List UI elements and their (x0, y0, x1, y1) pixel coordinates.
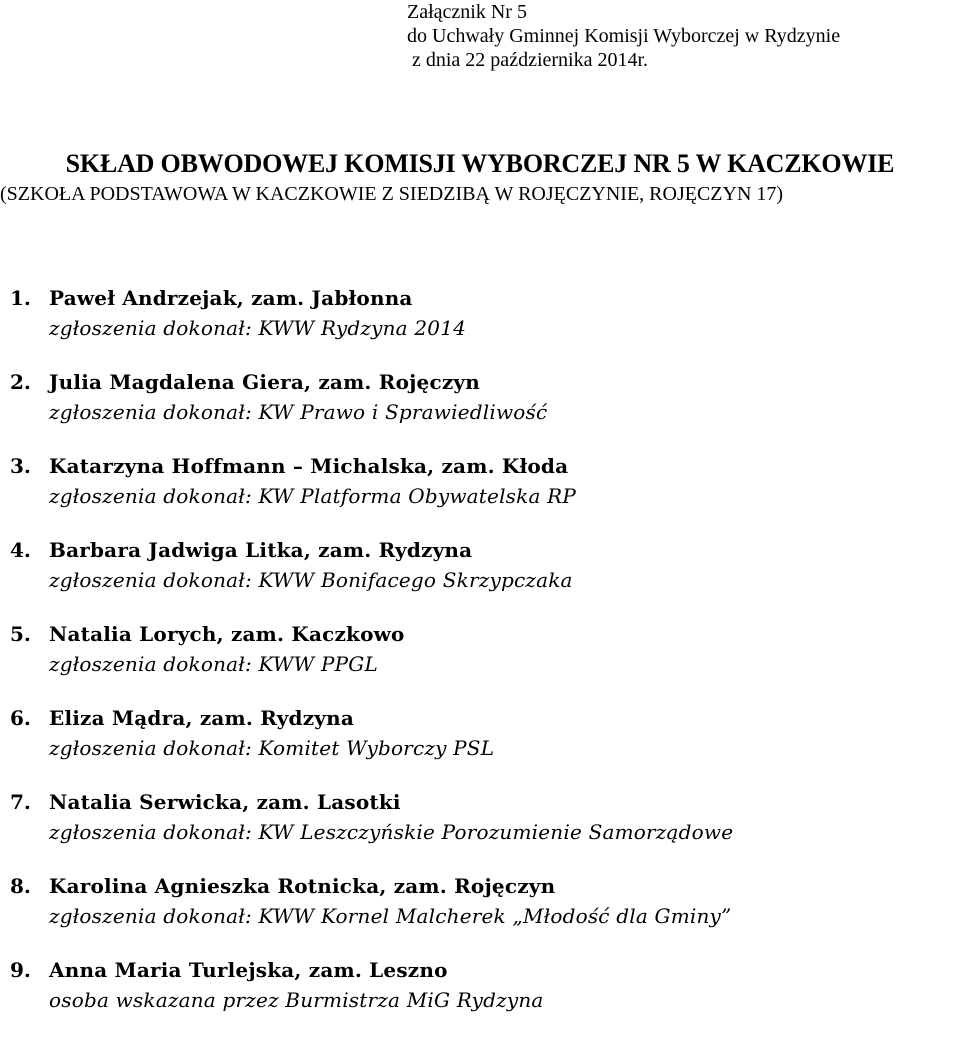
member-number: 1. (10, 286, 31, 310)
member-name: Paweł Andrzejak, zam. Jabłonna (49, 286, 413, 310)
annex-resolution: do Uchwały Gminnej Komisji Wyborczej w Rydzynie (407, 25, 841, 47)
list-item (0, 704, 960, 788)
list-item (0, 620, 960, 704)
list-item (0, 368, 960, 452)
list-item (0, 284, 960, 368)
list-item (0, 788, 960, 872)
list-item (0, 452, 960, 536)
member-number: 7. (10, 790, 31, 814)
member-nominator: zgłoszenia dokonał: KW Leszczyńskie Porozumienie Samorządowe (49, 820, 734, 844)
member-name: Anna Maria Turlejska, zam. Leszno (49, 958, 448, 982)
member-number: 4. (10, 538, 31, 562)
list-item (0, 536, 960, 620)
list-item (0, 872, 960, 956)
member-number: 2. (10, 370, 31, 394)
member-name: Natalia Serwicka, zam. Lasotki (49, 790, 401, 814)
member-number: 3. (10, 454, 31, 478)
member-nominator: zgłoszenia dokonał: KW Platforma Obywatelska RP (49, 484, 577, 508)
member-name: Barbara Jadwiga Litka, zam. Rydzyna (49, 538, 473, 562)
member-name: Eliza Mądra, zam. Rydzyna (49, 706, 354, 730)
member-number: 8. (10, 874, 31, 898)
member-nominator: zgłoszenia dokonał: KWW Rydzyna 2014 (49, 316, 467, 340)
member-nominator: zgłoszenia dokonał: Komitet Wyborczy PSL (49, 736, 495, 760)
member-name: Natalia Lorych, zam. Kaczkowo (49, 622, 405, 646)
document-title: SKŁAD OBWODOWEJ KOMISJI WYBORCZEJ NR 5 W KACZKOWIE (65, 149, 895, 178)
member-nominator: osoba wskazana przez Burmistrza MiG Rydzyna (49, 988, 544, 1012)
member-number: 6. (10, 706, 31, 730)
member-list (0, 284, 960, 1040)
annex-header (407, 0, 840, 72)
document-subtitle: (SZKOŁA PODSTAWOWA W KACZKOWIE Z SIEDZIBĄ W ROJĘCZYNIE, ROJĘCZYN 17) (0, 183, 784, 205)
annex-date: z dnia 22 października 2014r. (412, 49, 649, 71)
member-nominator: zgłoszenia dokonał: KWW Bonifacego Skrzypczaka (49, 568, 573, 592)
member-nominator: zgłoszenia dokonał: KWW PPGL (49, 652, 378, 676)
member-number: 5. (10, 622, 31, 646)
list-item (0, 956, 960, 1040)
member-name: Katarzyna Hoffmann – Michalska, zam. Kłoda (49, 454, 569, 478)
annex-number: Załącznik Nr 5 (407, 1, 527, 23)
member-nominator: zgłoszenia dokonał: KWW Kornel Malcherek „Młodość dla Gminy” (49, 904, 732, 928)
member-nominator: zgłoszenia dokonał: KW Prawo i Sprawiedliwość (49, 400, 548, 424)
member-name: Karolina Agnieszka Rotnicka, zam. Rojęczyn (49, 874, 556, 898)
member-number: 9. (10, 958, 31, 982)
member-name: Julia Magdalena Giera, zam. Rojęczyn (49, 370, 480, 394)
